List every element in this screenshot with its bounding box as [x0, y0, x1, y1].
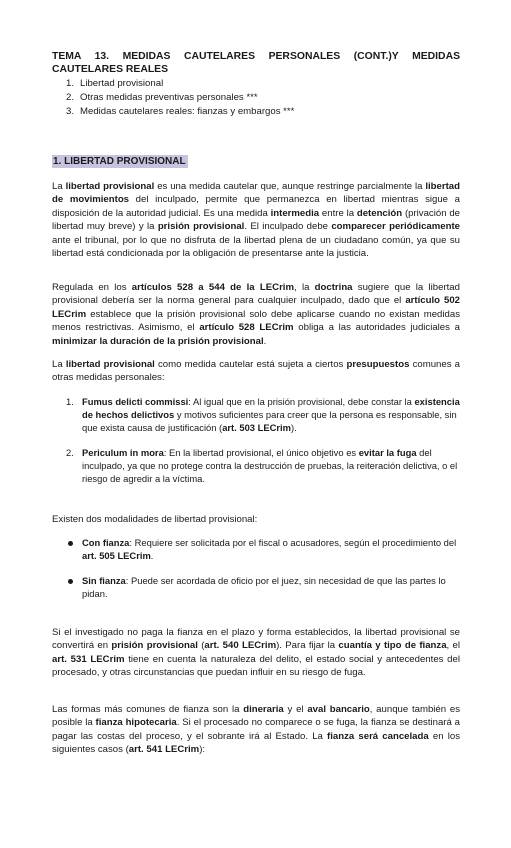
presupuestos-list-continued	[66, 446, 460, 486]
bold-text: libertad provisional	[65, 359, 155, 370]
text-run: : Requiere ser solicitada por el fiscal o acusadores, según el procedimiento del	[129, 537, 457, 548]
list-item	[66, 536, 460, 562]
bold-text: art. 531 LECrim	[52, 653, 125, 665]
bullet-icon	[68, 541, 73, 546]
bold-text: artículo 502 LECrim	[52, 295, 460, 320]
text-run: , aunque también es posible la	[52, 704, 460, 729]
paragraph-modalidades: Existen dos modalidades de libertad provisional:	[52, 514, 258, 525]
bold-text: art. 540 LECrim	[204, 640, 277, 652]
bold-text: detención	[356, 207, 403, 219]
text-run: La	[52, 181, 66, 192]
toc-item	[66, 91, 294, 105]
bold-text: fianza será cancelada	[327, 730, 429, 742]
text-run: Medidas cautelares reales: fianzas y embargos ***	[80, 106, 295, 117]
text-run: como medida cautelar está sujeta a ciertos	[154, 359, 347, 370]
text-run: ).	[290, 422, 297, 434]
text-run: 2.	[66, 447, 74, 458]
presupuestos-list	[66, 395, 460, 435]
text-run: Regulada en los	[52, 282, 132, 293]
bold-text: comparecer periódicamente	[331, 221, 460, 233]
text-run: 1.	[66, 78, 75, 89]
bold-text: prisión provisional	[157, 221, 245, 233]
bold-text: Con fianza	[82, 537, 130, 548]
section-heading: 1. LIBERTAD PROVISIONAL	[53, 156, 186, 167]
bold-text: fianza hipotecaria	[95, 717, 177, 729]
text-run: establece que la prisión provisional solo debe aplicarse cuando no existan medidas menos restrictivas. Asimismo, el	[52, 308, 460, 334]
text-run: sugiere que la libertad provisional debería ser la norma general para cualquier inculpado, dado que el	[52, 282, 460, 307]
text-run: .	[150, 550, 154, 562]
text-run: Si el investigado no paga la fianza en el plazo y forma establecidos, la libertad provisional se convertirá en	[52, 627, 460, 652]
list-item	[66, 446, 460, 486]
paragraph-presupuestos	[52, 358, 460, 385]
toc-item	[66, 105, 294, 119]
bold-text: libertad de movimientos	[52, 181, 460, 206]
bullet-icon	[68, 579, 73, 584]
bold-text: aval bancario	[307, 704, 370, 715]
modalidades-list	[66, 536, 460, 562]
text-run: comunes a otras medidas personales:	[52, 359, 461, 384]
bold-text: doctrina	[314, 282, 353, 293]
text-run: y motivos suficientes para creer que la persona es responsable, sin que exista causa de justificación (	[82, 409, 457, 434]
bold-text: Fumus delicti commissi	[82, 396, 189, 407]
text-run: 3.	[66, 106, 75, 117]
bold-text: dineraria	[243, 704, 284, 715]
document-title: TEMA 13. MEDIDAS CAUTELARES PERSONALES (CONT.)Y MEDIDAS	[52, 51, 460, 62]
bold-text: cuantía y tipo de fianza	[338, 640, 447, 652]
text-run: del inculpado, ya que no protege contra la destrucción de pruebas, la reiteración delictiva, o el riesgo de agredir a la víctima.	[82, 447, 458, 485]
text-run: ). Para fijar la	[276, 640, 339, 652]
text-run: es una medida cautelar que, aunque restringe parcialmente la	[154, 181, 426, 192]
text-run: (	[197, 640, 205, 652]
text-run: (privación de libertad muy breve) y la	[52, 207, 460, 233]
text-run: : Puede ser acordada de oficio por el juez, sin necesidad de que las partes lo pidan.	[82, 575, 446, 600]
text-run: . Si el procesado no comparece o se fuga, la fianza se destinará a pagar las costas del proceso, y el sobrante irá al Estado. La	[52, 717, 461, 742]
bold-text: presupuestos	[346, 359, 410, 370]
bold-text: Sin fianza	[82, 575, 126, 586]
paragraph-formas-fianza	[52, 703, 460, 757]
bold-text: art. 503 LECrim	[222, 422, 291, 434]
modalidades-list-continued	[66, 574, 460, 600]
text-run: obliga a las autoridades judiciales a	[293, 322, 460, 334]
table-of-contents	[66, 77, 294, 119]
bold-text: minimizar la duración de la prisión provisional	[52, 335, 264, 347]
bold-text: libertad provisional	[65, 181, 155, 192]
text-run: , el	[446, 640, 460, 652]
bold-text: intermedia	[270, 207, 320, 219]
bold-text: art. 505 LECrim	[82, 550, 151, 562]
paragraph-fianza	[52, 626, 460, 680]
paragraph-definicion	[52, 180, 460, 261]
bold-text: existencia de hechos delictivos	[82, 396, 460, 421]
text-run: tiene en cuenta la naturaleza del delito, el estado social y antecedentes del procesado, y otras circunstancias que puedan influir en su riesgo de fuga.	[52, 653, 460, 679]
paragraph-regulacion	[52, 281, 460, 348]
bold-text: art. 541 LECrim	[128, 744, 200, 756]
toc-item	[66, 77, 294, 91]
text-run: .	[263, 335, 267, 347]
list-item	[66, 395, 460, 435]
text-run: en los siguientes casos (	[52, 730, 460, 756]
text-run: Libertad provisional	[80, 78, 164, 89]
text-run: Otras medidas preventivas personales ***	[80, 92, 258, 103]
text-run: ):	[199, 744, 206, 756]
text-run: 1.	[66, 396, 74, 407]
list-item	[66, 574, 460, 600]
text-run: y el	[283, 704, 308, 715]
text-run: ante el tribunal, por lo que no disfruta de la libertad plena de un ciudadano común, ya que su libertad está condicionada por la obligación de presentarse ante la justicia.	[52, 234, 460, 260]
text-run: Las formas más comunes de fianza son la	[52, 704, 244, 715]
bold-text: evitar la fuga	[358, 447, 417, 458]
text-run: entre la	[319, 207, 357, 219]
text-run: : Al igual que en la prisión provisional, debe constar la	[188, 396, 415, 407]
text-run: 2.	[66, 92, 75, 103]
bold-text: Periculum in mora	[82, 447, 164, 458]
bold-text: artículos 528 a 544 de la LECrim	[131, 282, 295, 293]
document-title-continued: CAUTELARES REALES	[52, 64, 169, 75]
text-run: La	[52, 359, 66, 370]
text-run: : En la libertad provisional, el único objetivo es	[163, 447, 359, 458]
text-run: . El inculpado debe	[244, 221, 332, 233]
text-run: del inculpado, permite que permanezca en libertad mientras sigue a disposición de la autoridad judicial. Es una medida	[52, 194, 460, 219]
bold-text: artículo 528 LECrim	[199, 322, 294, 334]
text-run: , la	[294, 282, 315, 293]
bold-text: prisión provisional	[111, 640, 198, 652]
